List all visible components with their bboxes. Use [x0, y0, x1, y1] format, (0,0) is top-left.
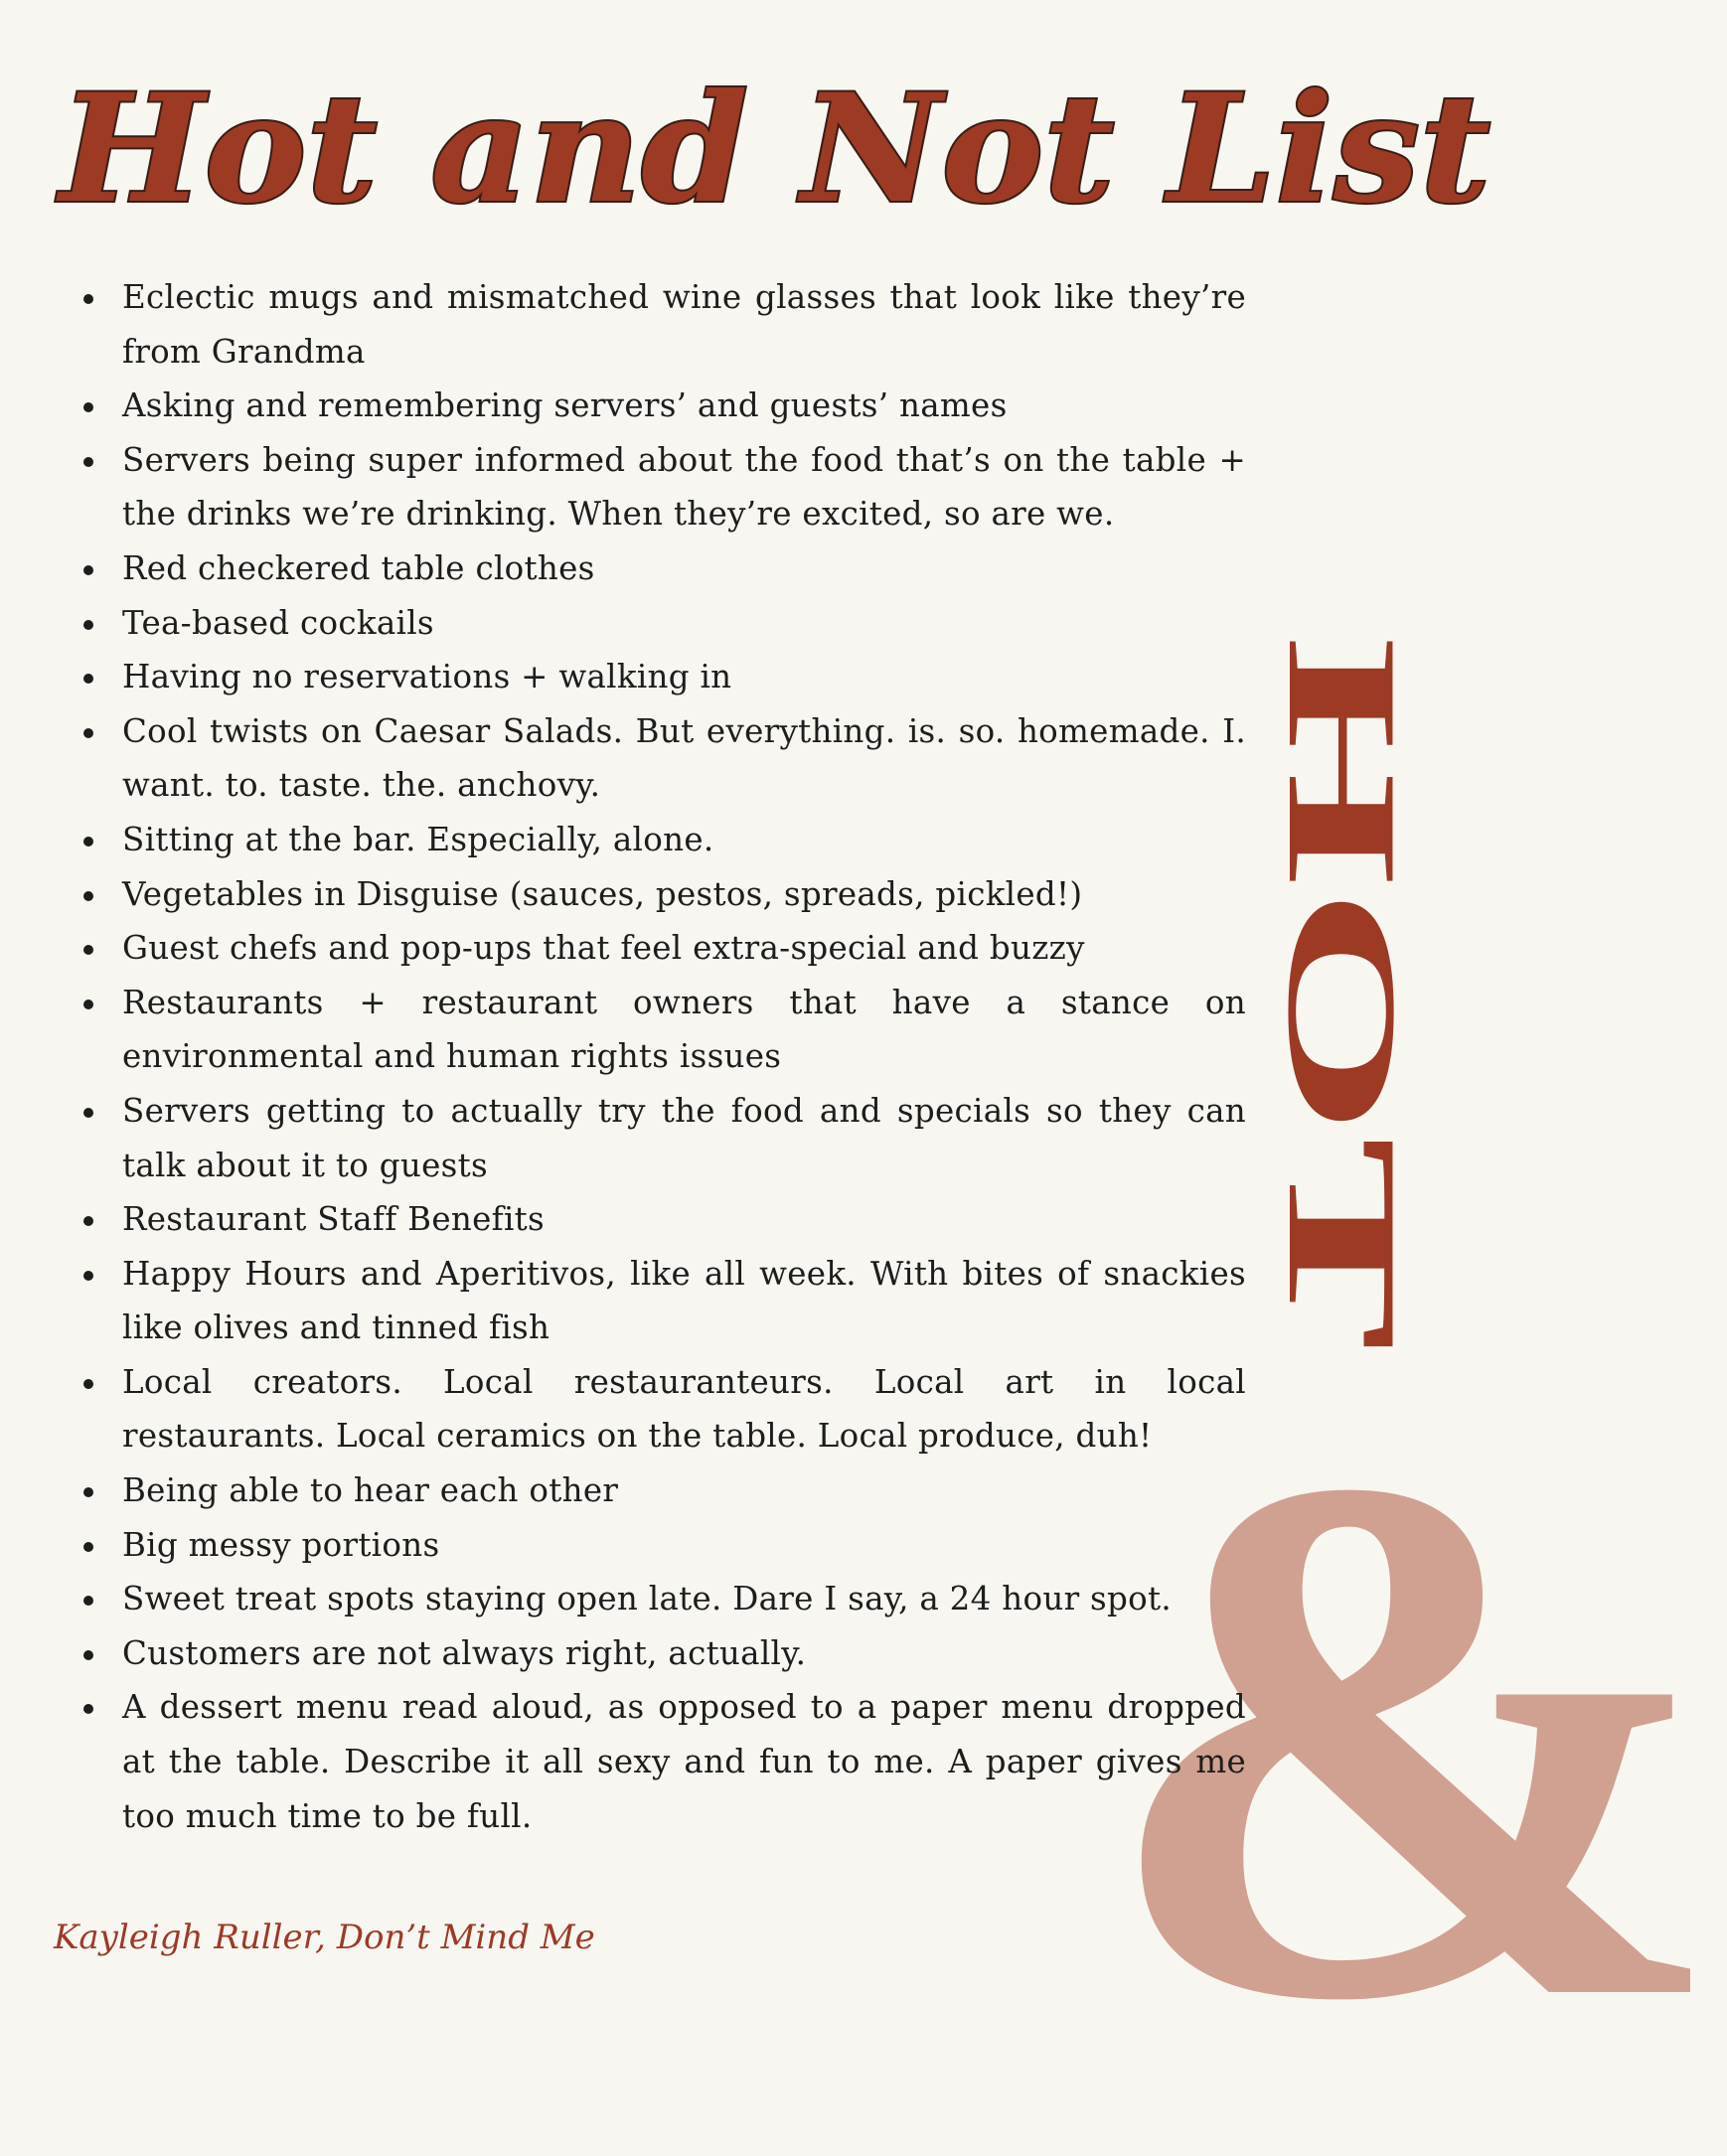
- list-item: [62, 1626, 1246, 1681]
- bullet-icon: [83, 1379, 93, 1389]
- list-item-text: Tea-based cockails: [122, 603, 434, 642]
- bullet-icon: [83, 620, 93, 630]
- bullet-icon: [83, 891, 93, 901]
- list-item: [62, 541, 1246, 596]
- list-item-text: Servers being super informed about the food that’s on the table + the drinks we’re drinking. When they’re excited, so are we.: [122, 440, 1246, 534]
- list-item: [62, 650, 1246, 704]
- bullet-icon: [83, 457, 93, 467]
- list-item: [62, 1518, 1246, 1573]
- list-item-text: Sweet treat spots staying open late. Dare I say, a 24 hour spot.: [122, 1580, 1172, 1618]
- list-item: [62, 1247, 1246, 1355]
- bullet-icon: [83, 1704, 93, 1714]
- bullet-icon: [83, 1487, 93, 1497]
- hot-text: HOT: [1255, 636, 1429, 986]
- bullet-icon: [83, 1596, 93, 1606]
- list-item-text: Local creators. Local restauranteurs. Local art in local restaurants. Local ceramics on the table. Local produce, duh!: [122, 1362, 1246, 1456]
- bullet-icon: [83, 1271, 93, 1281]
- list-item: [62, 867, 1246, 922]
- list-item: [62, 1192, 1246, 1247]
- list-item: [62, 379, 1246, 433]
- list-item-text: Red checkered table clothes: [122, 548, 595, 587]
- list-item: [62, 1680, 1246, 1843]
- bullet-icon: [83, 1000, 93, 1009]
- list-item-text: Restaurant Staff Benefits: [122, 1200, 546, 1239]
- bullet-icon: [83, 1216, 93, 1226]
- list-item-text: Guest chefs and pop-ups that feel extra-special and buzzy: [122, 929, 1085, 968]
- list-item: [62, 1084, 1246, 1192]
- list-item: [62, 704, 1246, 813]
- bullet-icon: [83, 1650, 93, 1660]
- list-item-text: Asking and remembering servers’ and guests’ names: [122, 386, 1008, 425]
- bullet-icon: [83, 1542, 93, 1552]
- list-item-text: Restaurants + restaurant owners that have a stance on environmental and human rights issues: [122, 983, 1246, 1076]
- bullet-icon: [83, 402, 93, 412]
- hot-side-label: [1255, 626, 1429, 1361]
- list-item: [62, 976, 1246, 1084]
- list-item: [62, 433, 1246, 541]
- list-item-text: Customers are not always right, actually.: [122, 1633, 807, 1672]
- bullet-icon: [83, 565, 93, 575]
- hot-graphic: [1255, 626, 1429, 1361]
- bullet-icon: [83, 728, 93, 738]
- list-item: [62, 596, 1246, 651]
- bullet-icon: [83, 945, 93, 955]
- list-item-text: Having no reservations + walking in: [122, 658, 732, 696]
- list-item-text: Big messy portions: [122, 1525, 440, 1564]
- list-item-text: Sitting at the bar. Especially, alone.: [122, 820, 714, 858]
- author-credit: Kayleigh Ruller, Don’t Mind Me: [54, 1918, 595, 1957]
- list-item-text: Servers getting to actually try the food and specials so they can talk about it to guests: [122, 1091, 1246, 1184]
- list-item-text: A dessert menu read aloud, as opposed to a paper menu dropped at the table. Describe it all sexy and fun to me. A paper gives me too much time to be full.: [122, 1688, 1246, 1835]
- bullet-icon: [83, 294, 93, 304]
- page-title: [40, 42, 1510, 260]
- list-item-text: Happy Hours and Aperitivos, like all week. With bites of snackies like olives and tinned fish: [122, 1254, 1246, 1347]
- list-item-text: Eclectic mugs and mismatched wine glasses that look like they’re from Grandma: [122, 278, 1246, 371]
- list-item: [62, 1355, 1246, 1463]
- list-item-text: Cool twists on Caesar Salads. But everything. is. so. homemade. I. want. to. taste. the. anchovy.: [122, 711, 1246, 805]
- list-item: [62, 921, 1246, 976]
- ampersand-decoration: &: [1098, 1320, 1727, 2156]
- bullet-icon: [83, 674, 93, 684]
- list-item: [62, 1572, 1246, 1626]
- list-item-text: Being able to hear each other: [122, 1471, 619, 1510]
- title-text: Hot and Not List: [55, 62, 1491, 236]
- title-graphic: [40, 42, 1510, 260]
- hot-list: [62, 270, 1246, 1843]
- list-item: [62, 1463, 1246, 1518]
- list-item: [62, 813, 1246, 867]
- list-item: [62, 270, 1246, 379]
- bullet-icon: [83, 1108, 93, 1118]
- bullet-icon: [83, 837, 93, 847]
- list-item-text: Vegetables in Disguise (sauces, pestos, spreads, pickled!): [122, 874, 1083, 913]
